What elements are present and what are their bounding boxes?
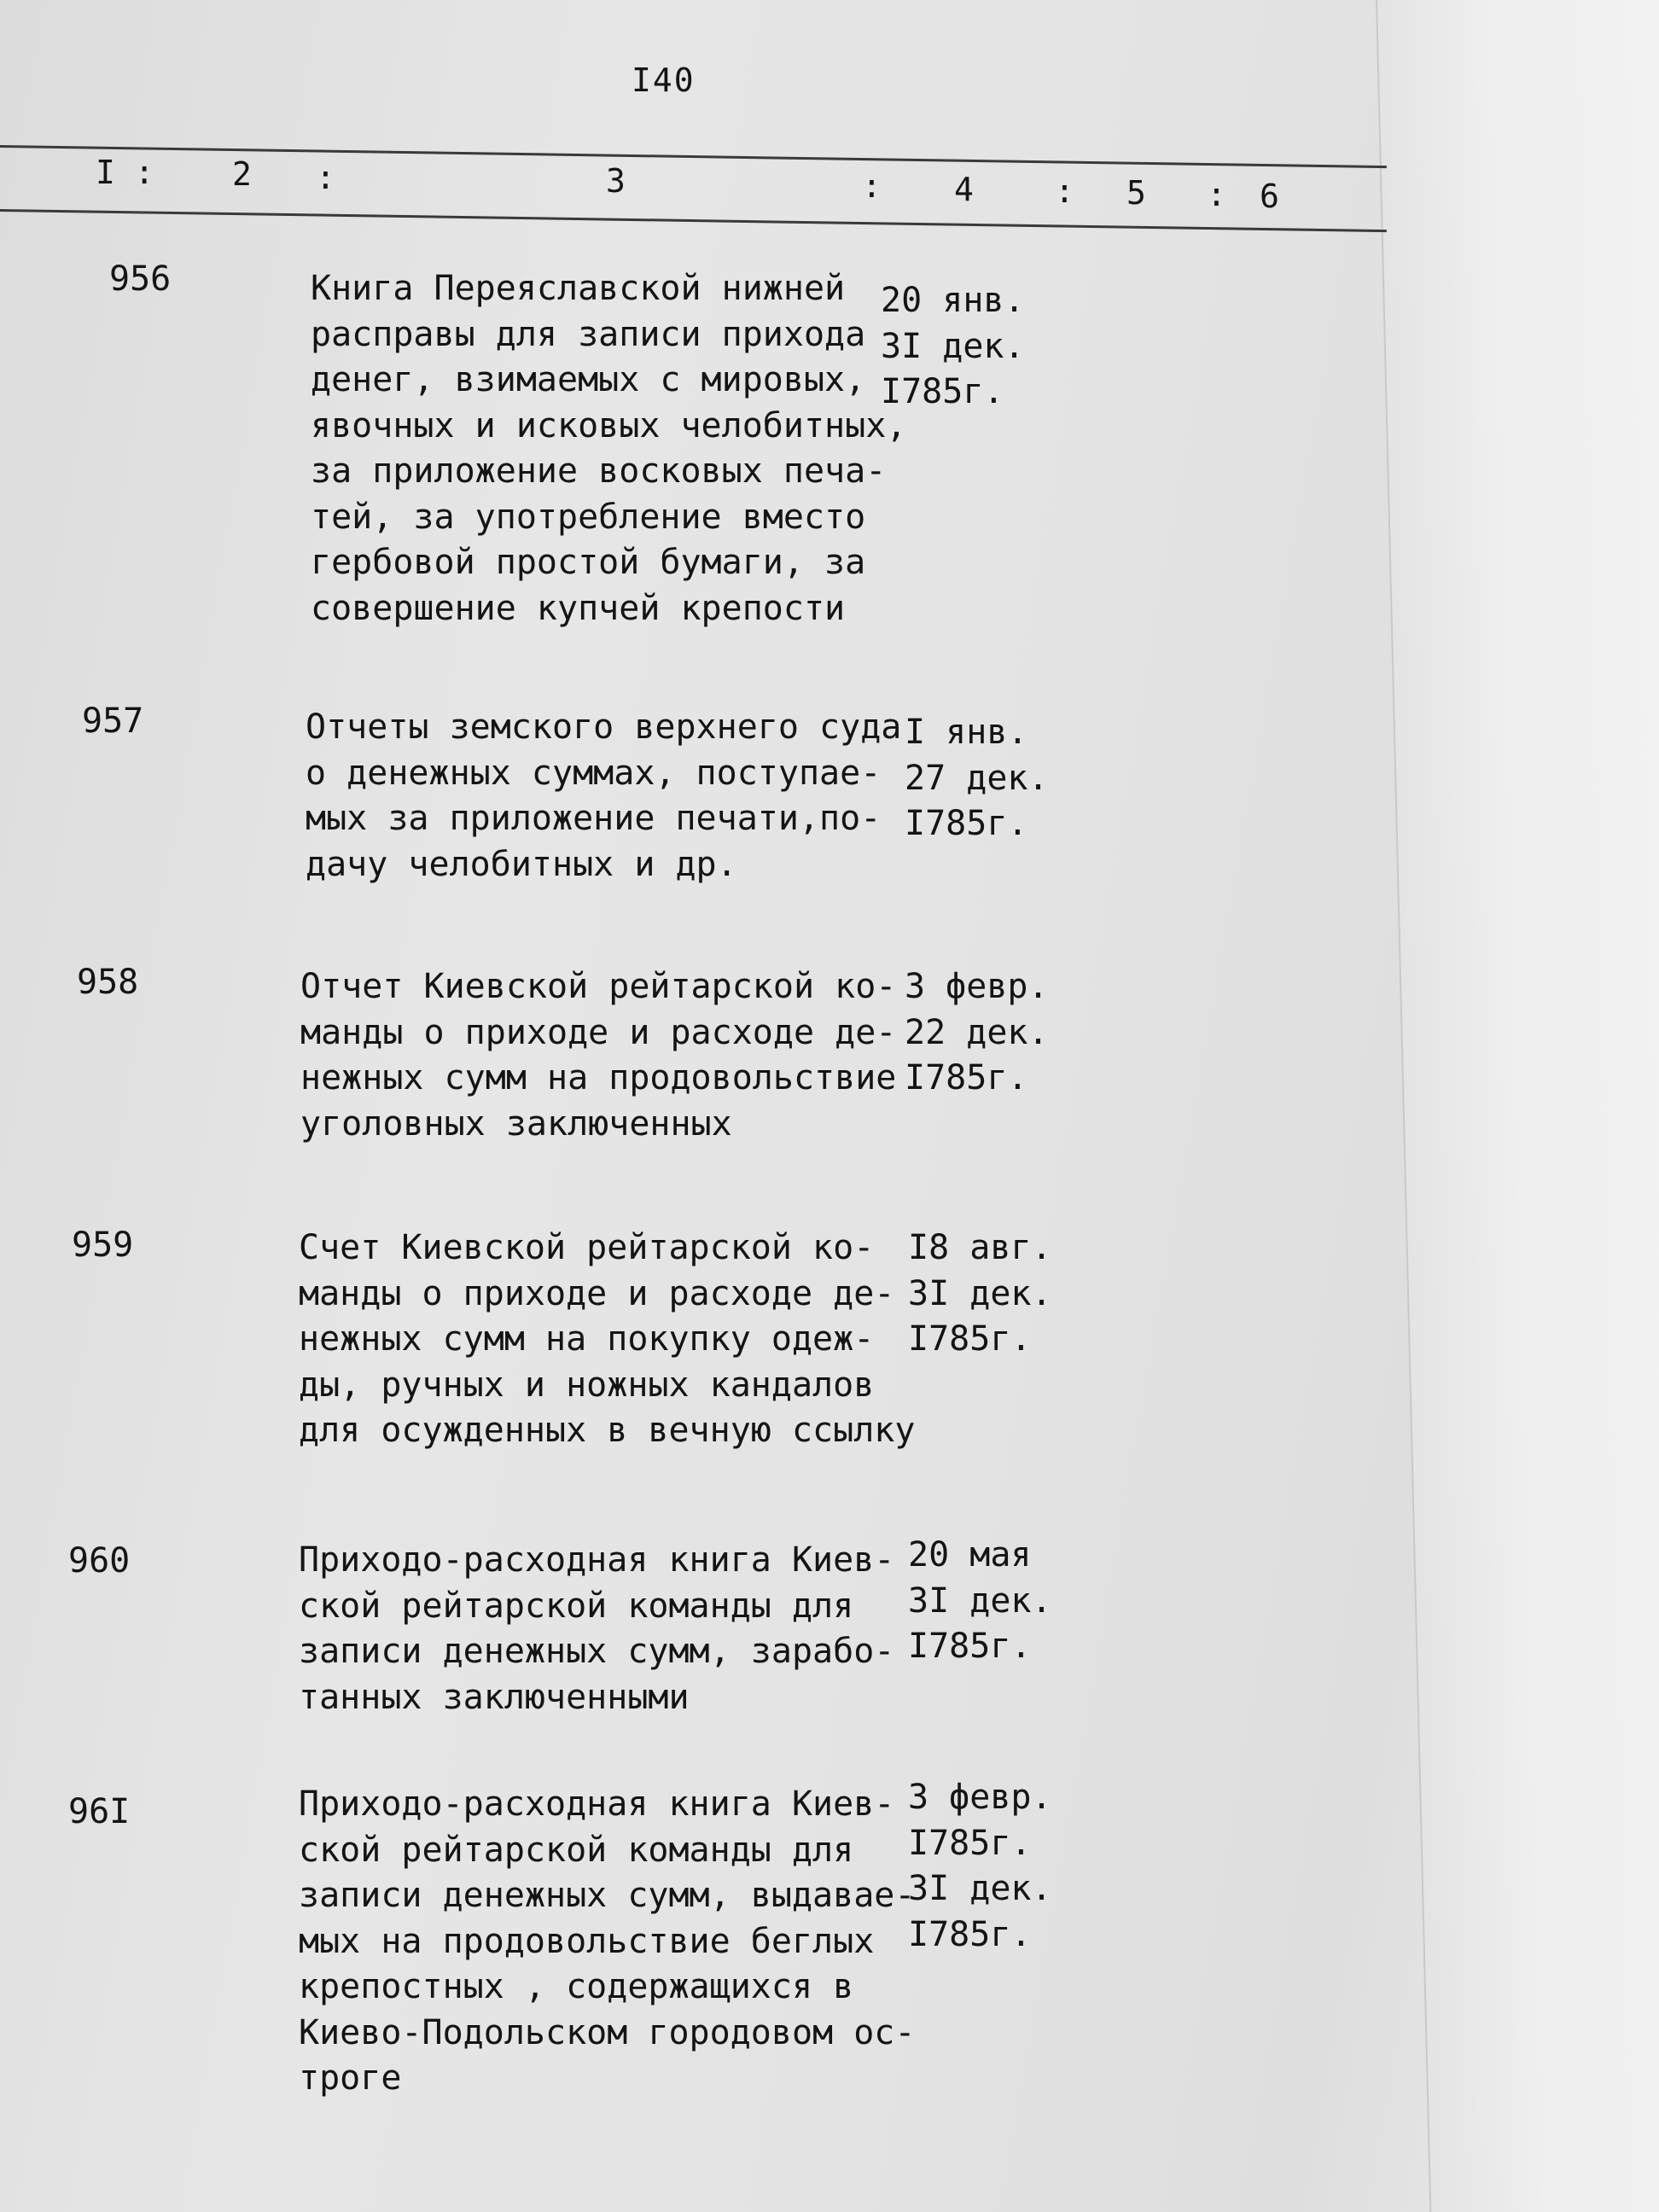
column-2-header: 2 — [232, 155, 252, 193]
column-5-header: 5 — [1126, 174, 1146, 212]
table-header-bottom-rule — [0, 209, 1387, 232]
column-separator: : — [316, 159, 335, 196]
item-dates: 3 февр. I785г. 3I дек. I785г. — [908, 1778, 1052, 1954]
item-dates: I янв. 27 дек. I785г. — [905, 713, 1049, 843]
item-dates: 20 янв. 3I дек. I785г. — [881, 281, 1025, 411]
column-separator: : — [1207, 176, 1226, 213]
column-separator: : — [862, 167, 882, 205]
item-description: Отчеты земского верхнего суда о денежных суммах, поступае- мых за приложение печати,по- дачу челобитных и др. — [306, 707, 902, 884]
column-4-header: 4 — [954, 171, 974, 208]
column-6-header: 6 — [1260, 178, 1279, 215]
item-description: Приходо-расходная книга Киев- ской рейтарской команды для записи денежных сумм, зарабо- танных заключенными — [299, 1540, 895, 1717]
item-description: Приходо-расходная книга Киев- ской рейтарской команды для записи денежных сумм, выдавае- мых на продовольствие беглых крепостных , содержащихся в Киево-Подольском городовом ос- троге — [299, 1784, 916, 2098]
item-number: 959 — [72, 1225, 134, 1265]
item-dates: I8 авг. 3I дек. I785г. — [908, 1228, 1052, 1359]
item-number: 960 — [68, 1541, 131, 1580]
column-separator: : — [1055, 172, 1074, 210]
item-description: Отчет Киевской рейтарской ко- манды о приходе и расходе де- нежных сумм на продовольствие уголовных заключенных — [300, 967, 897, 1144]
table-header-top-rule — [0, 145, 1387, 168]
item-description: Счет Киевской рейтарской ко- манды о приходе и расходе де- нежных сумм на покупку одеж- ды, ручных и ножных кандалов для осужденных в вечную ссылку — [299, 1228, 916, 1450]
item-description: Книга Переяславской нижней расправы для записи прихода денег, взимаемых с мировых, явочных и исковых челобитных, за приложение восковых печа- тей, за употребление вместо гербовой простой бумаги, за совершение купчей крепости — [311, 269, 907, 628]
page-number: I40 — [632, 61, 696, 99]
item-dates: 3 февр. 22 дек. I785г. — [905, 967, 1049, 1097]
item-dates: 20 мая 3I дек. I785г. — [908, 1535, 1052, 1666]
item-number: 957 — [82, 701, 144, 741]
column-3-header: 3 — [606, 162, 626, 200]
item-number: 958 — [77, 963, 139, 1002]
item-number: 96I — [68, 1792, 131, 1831]
column-1-header: I : — [96, 154, 154, 191]
next-sheet-edge — [1376, 0, 1659, 2212]
item-number: 956 — [109, 259, 172, 299]
